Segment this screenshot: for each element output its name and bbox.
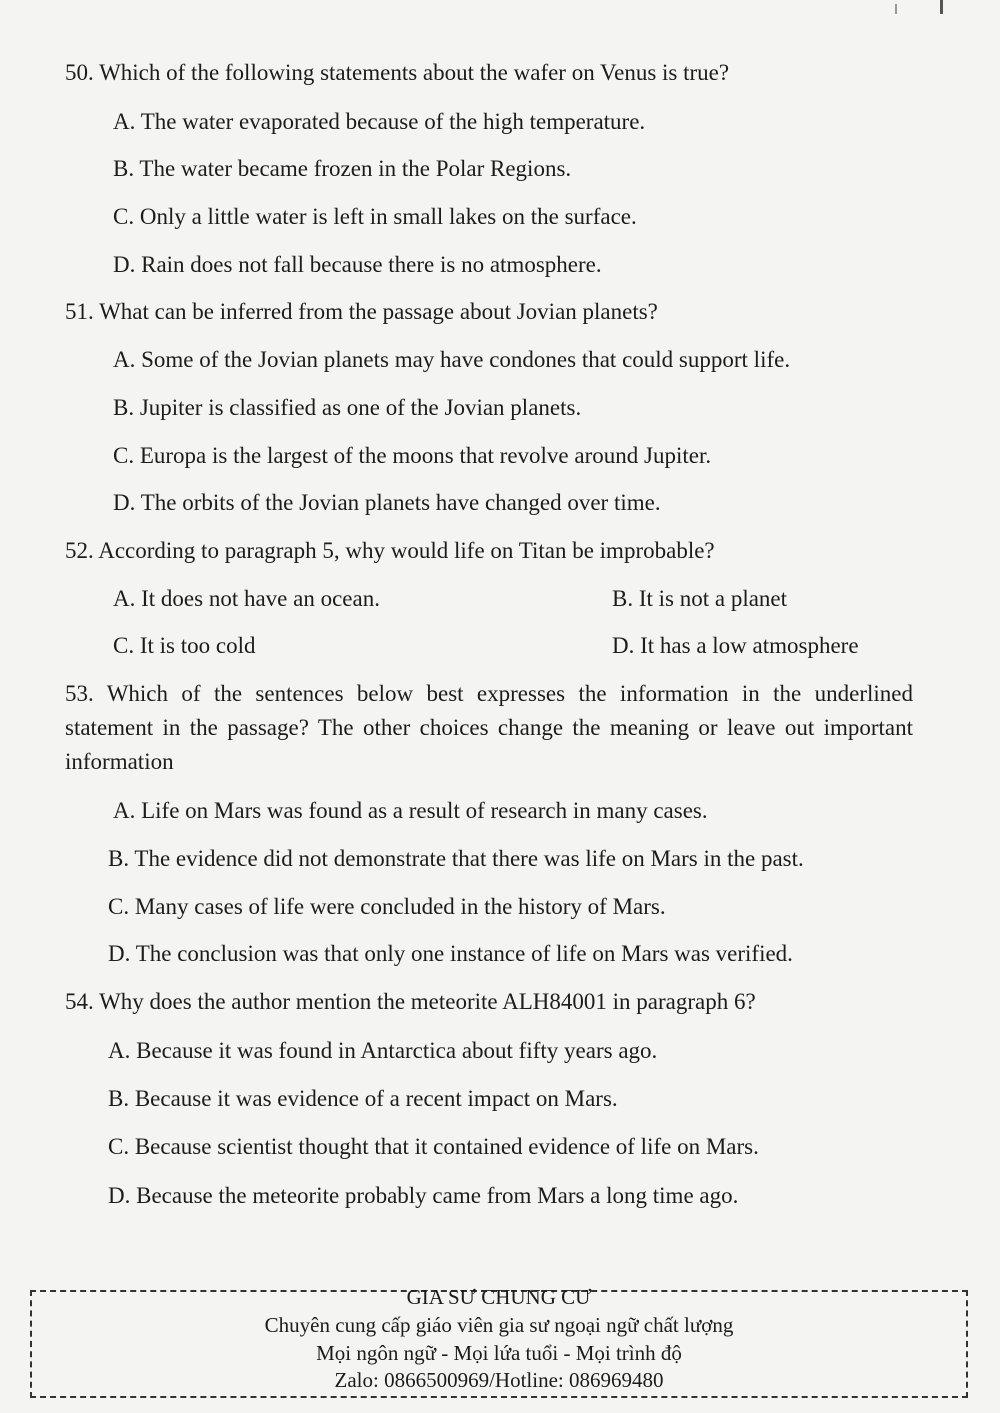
question-51-option-a: A. Some of the Jovian planets may have condones that could support life. [113, 347, 791, 372]
question-53-option-a: A. Life on Mars was found as a result of research in many cases. [113, 798, 708, 823]
question-51-option-b: B. Jupiter is classified as one of the Jovian planets. [113, 395, 582, 420]
question-50-stem: 50. Which of the following statements about the wafer on Venus is true? [65, 60, 730, 85]
question-52-option-d: D. It has a low atmosphere [612, 633, 859, 658]
question-54-stem: 54. Why does the author mention the meteorite ALH84001 in paragraph 6? [65, 989, 756, 1014]
question-52-stem: 52. According to paragraph 5, why would life on Titan be improbable? [65, 538, 715, 563]
footer-advertisement-box [30, 1285, 968, 1398]
question-54-option-d: D. Because the meteorite probably came from Mars a long time ago. [108, 1183, 739, 1208]
question-54-option-b: B. Because it was evidence of a recent impact on Mars. [108, 1086, 618, 1111]
question-54-option-c: C. Because scientist thought that it contained evidence of life on Mars. [108, 1134, 759, 1159]
question-53-stem: 53. Which of the sentences below best expresses the information in the underlined statement in the passage? The other choices change the meaning or leave out important information [65, 681, 913, 774]
footer-line-3: Zalo: 0866500969/Hotline: 086969480 [334, 1368, 664, 1392]
question-51-stem: 51. What can be inferred from the passage about Jovian planets? [65, 299, 658, 324]
question-53-option-b: B. The evidence did not demonstrate that there was life on Mars in the past. [108, 846, 804, 871]
question-52-option-a: A. It does not have an ocean. [113, 586, 380, 611]
footer-line-1: Chuyên cung cấp giáo viên gia sư ngoại ngữ chất lượng [264, 1313, 734, 1337]
question-54-option-a: A. Because it was found in Antarctica about fifty years ago. [108, 1038, 658, 1063]
footer-line-2: Mọi ngôn ngữ - Mọi lứa tuổi - Mọi trình độ [316, 1341, 682, 1365]
question-53-option-d: D. The conclusion was that only one instance of life on Mars was verified. [108, 941, 793, 966]
scan-edge-mark-top [940, 0, 943, 14]
question-53-option-c: C. Many cases of life were concluded in the history of Mars. [108, 894, 666, 919]
question-50-option-b: B. The water became frozen in the Polar Regions. [113, 156, 572, 181]
question-51-option-d: D. The orbits of the Jovian planets have changed over time. [113, 490, 661, 515]
question-52-option-b: B. It is not a planet [612, 586, 788, 611]
question-50-option-c: C. Only a little water is left in small lakes on the surface. [113, 204, 637, 229]
scan-edge-mark-top-small [895, 4, 897, 14]
question-50-option-d: D. Rain does not fall because there is no atmosphere. [113, 252, 602, 277]
question-50-option-a: A. The water evaporated because of the high temperature. [113, 109, 646, 134]
footer-title: GIA SƯ CHUNG CƯ [406, 1285, 592, 1309]
question-52-option-c: C. It is too cold [113, 633, 256, 658]
question-51-option-c: C. Europa is the largest of the moons that revolve around Jupiter. [113, 443, 712, 468]
